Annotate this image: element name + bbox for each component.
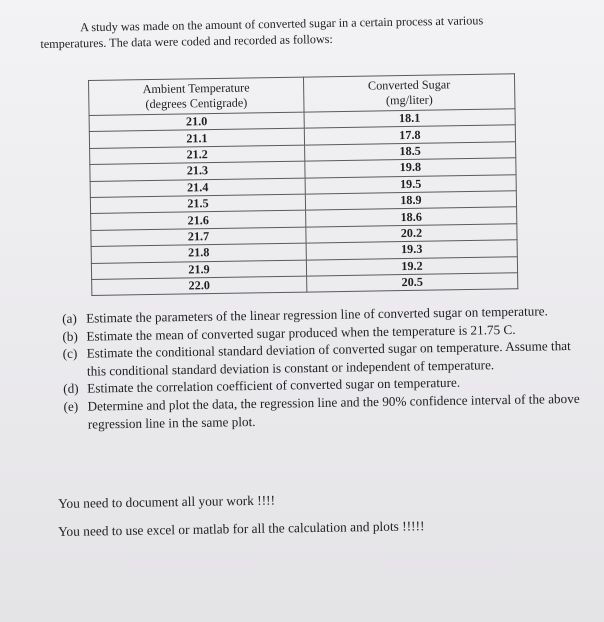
temperature-cell: 21.2	[90, 145, 305, 165]
question-text: Estimate the correlation coefficient of converted sugar on temperature.	[87, 375, 461, 396]
sugar-cell: 19.8	[305, 158, 516, 178]
header-sugar	[303, 74, 515, 112]
temperature-cell: 21.7	[91, 227, 306, 247]
question-label: (a)	[62, 310, 77, 326]
question-list	[62, 302, 594, 433]
question-text: Estimate the parameters of the linear regression line of converted sugar on temperature.	[86, 303, 548, 326]
temperature-cell: 21.6	[91, 210, 306, 230]
temperature-cell: 21.8	[91, 243, 306, 263]
note-use-tools: You need to use excel or matlab for all the calculation and plots !!!!!	[58, 518, 425, 539]
temperature-cell: 22.0	[92, 276, 307, 296]
temperature-cell: 21.1	[89, 128, 304, 148]
question-label: (e)	[63, 398, 79, 414]
sugar-cell: 17.8	[304, 125, 515, 145]
intro-paragraph	[40, 11, 560, 52]
question-text: Estimate the mean of converted sugar produced when the temperature is 21.75 C.	[86, 321, 516, 344]
sugar-cell: 18.6	[306, 207, 517, 227]
question-label: (d)	[63, 381, 79, 397]
temperature-cell: 21.4	[90, 178, 305, 198]
sugar-cell: 18.1	[304, 109, 515, 129]
intro-line-1-text: A study was made on the amount of converted sugar in a certain process at various	[80, 13, 484, 35]
sugar-cell: 19.2	[306, 256, 517, 276]
temperature-cell: 21.5	[90, 194, 305, 214]
note-document-work: You need to document all your work !!!!	[58, 492, 276, 511]
question-label: (c)	[62, 345, 78, 362]
temperature-cell: 21.9	[91, 260, 306, 280]
question-text: Determine and plot the data, the regression line and the 90% confidence interval of the above regression line in the same plot.	[87, 390, 580, 432]
header-temperature	[89, 77, 305, 115]
data-table-container	[88, 73, 518, 296]
intro-line-2: temperatures. The data were coded and recorded as follows:	[40, 31, 333, 51]
header-temperature-line1: Ambient Temperature	[142, 80, 250, 97]
sugar-cell: 18.5	[305, 142, 516, 162]
header-sugar-line2: (mg/liter)	[385, 92, 433, 108]
data-table	[88, 73, 518, 296]
question-text: Estimate the conditional standard deviation of converted sugar on temperature. Assume that this conditional standard deviation is constant or independent of temperature.	[86, 338, 571, 379]
temperature-cell: 21.0	[89, 112, 304, 132]
header-temperature-line2: (degrees Centigrade)	[145, 95, 248, 112]
question-item	[63, 390, 593, 434]
question-label: (b)	[62, 328, 78, 344]
sugar-cell: 18.9	[305, 191, 516, 211]
sugar-cell: 20.5	[307, 273, 518, 293]
temperature-cell: 21.3	[90, 161, 305, 181]
sugar-cell: 20.2	[306, 224, 517, 244]
header-sugar-line1: Converted Sugar	[367, 77, 451, 93]
sugar-cell: 19.3	[306, 240, 517, 260]
sugar-cell: 19.5	[305, 174, 516, 194]
